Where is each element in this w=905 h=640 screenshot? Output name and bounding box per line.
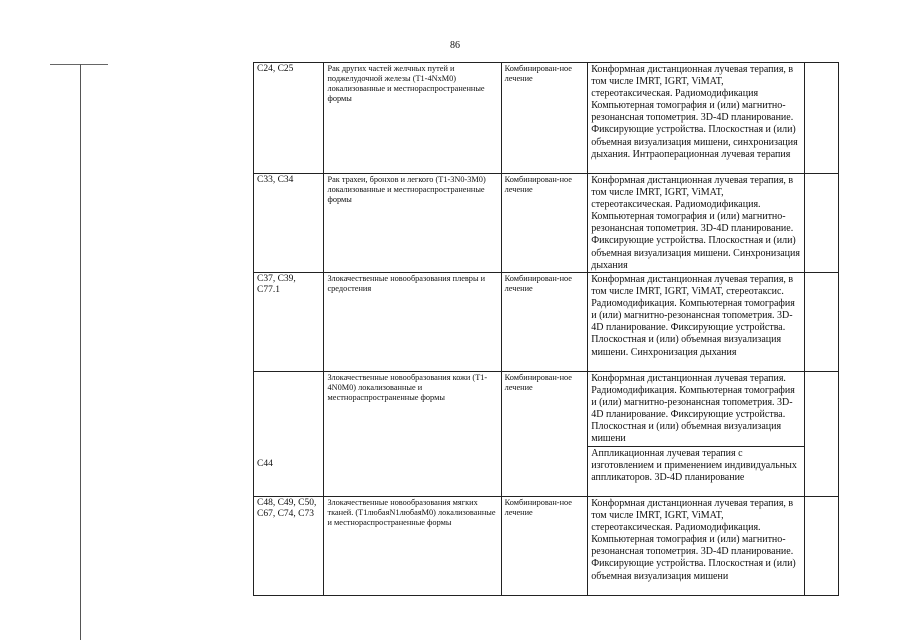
method-cell: Конформная дистанционная лучевая терапия, в том числе IMRT, IGRT, ViMAT, стереотаксическая. Радиомодификация Компьютерная томография и (или) магнитно-резонансная топометрия. 3D-4D планирование. Фиксирующие устройства. Плоскостная и (или) объемная визуализация мишени, синхронизация дыхания. Интраоперационная лучевая терапия xyxy=(588,63,804,174)
table-row xyxy=(254,497,839,596)
diagnosis-cell: Рак других частей желчных путей и поджелудочной железы (T1-4NxM0) локализованные и местнораспространенные формы xyxy=(324,63,501,174)
icd-code-cell: C48, C49, C50, C67, C74, C73 xyxy=(254,497,324,596)
method-cell: Конформная дистанционная лучевая терапия, в том числе IMRT, IGRT, ViMAT, стереотаксическая. Радиомодификация. Компьютерная томография и (или) магнитно-резонансная топометрия. 3D-4D планирование. Фиксирующие устройства. Плоскостная и (или) объемная визуализация мишени xyxy=(588,497,804,596)
treatment-table xyxy=(253,62,839,596)
empty-cell xyxy=(804,497,838,596)
table-row xyxy=(254,63,839,174)
diagnosis-cell: Злокачественные новообразования плевры и средостения xyxy=(324,273,501,372)
treatment-cell: Комбинирован-ное лечение xyxy=(501,174,588,273)
table-row xyxy=(254,372,839,447)
empty-cell xyxy=(804,63,838,174)
method-cell: Конформная дистанционная лучевая терапия, в том числе IMRT, IGRT, ViMAT, стереотаксическая. Радиомодификация. Компьютерная томография и (или) магнитно-резонансная топометрия. 3D-4D планирование. Фиксирующие устройства. Плоскостная и (или) объемная визуализация мишени. Синхронизация дыхания xyxy=(588,174,804,273)
method-cell: Аппликационная лучевая терапия с изготовлением и применением индивидуальных аппликаторов. 3D-4D планирование xyxy=(588,447,804,497)
treatment-cell: Комбинирован-ное лечение xyxy=(501,497,588,596)
table-row xyxy=(254,273,839,372)
method-cell: Конформная дистанционная лучевая терапия. Радиомодификация. Компьютерная томография и (или) магнитно-резонансная топометрия. 3D-4D планирование. Фиксирующие устройства. Плоскостная и (или) объемная визуализация мишени xyxy=(588,372,804,447)
icd-code-cell: C44 xyxy=(254,372,324,497)
empty-cell xyxy=(804,273,838,372)
treatment-cell: Комбинирован-ное лечение xyxy=(501,372,588,497)
margin-mark xyxy=(50,64,108,65)
page-number: 86 xyxy=(450,40,460,51)
diagnosis-cell: Злокачественные новообразования кожи (T1-4N0M0) локализованные и местнораспространенные формы xyxy=(324,372,501,497)
empty-cell xyxy=(804,372,838,497)
diagnosis-cell: Рак трахеи, бронхов и легкого (T1-3N0-3M0) локализованные и местнораспространенные формы xyxy=(324,174,501,273)
treatment-cell: Комбинирован-ное лечение xyxy=(501,273,588,372)
diagnosis-cell: Злокачественные новообразования мягких тканей. (T1любаяN1любаяM0) локализованные и местнораспространенные формы xyxy=(324,497,501,596)
icd-code-cell: C33, C34 xyxy=(254,174,324,273)
icd-code-cell: C37, C39, C77.1 xyxy=(254,273,324,372)
icd-code-cell: C24, C25 xyxy=(254,63,324,174)
table-row xyxy=(254,174,839,273)
method-cell: Конформная дистанционная лучевая терапия, в том числе IMRT, IGRT, ViMAT, стереотаксис. Радиомодификация. Компьютерная томография и (или) магнитно-резонансная топометрия. 3D-4D планирование. Фиксирующие устройства. Плоскостная и (или) объемная визуализация мишени. Синхронизация дыхания xyxy=(588,273,804,372)
treatment-cell: Комбинирован-ное лечение xyxy=(501,63,588,174)
margin-line xyxy=(80,64,81,640)
empty-cell xyxy=(804,174,838,273)
